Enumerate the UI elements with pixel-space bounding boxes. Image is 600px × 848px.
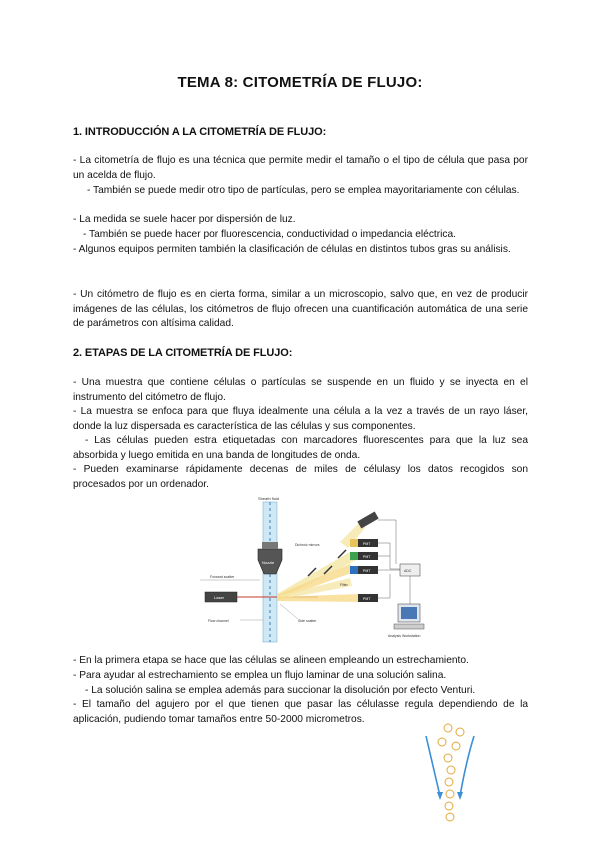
- section-1-paragraph-3: - La medida se suele hacer por dispersión de luz.: [73, 214, 296, 225]
- flow-cytometer-diagram: [200, 494, 445, 644]
- computer-label: Analysis Workstation: [388, 634, 421, 638]
- filter-blue: [350, 566, 358, 574]
- section-2-paragraph-6: - Para ayudar al estrechamiento se emplea un flujo laminar de una solución salina.: [73, 670, 447, 681]
- flow-channel-label: Flow channel: [208, 619, 229, 623]
- section-1-heading: 1. INTRODUCCIÓN A LA CITOMETRÍA DE FLUJO:: [73, 126, 327, 138]
- left-flow-arrow: [426, 736, 440, 796]
- cell-6: [447, 766, 455, 774]
- right-flow-arrow: [460, 736, 474, 796]
- cell-alignment-illustration: [418, 722, 478, 822]
- side-scatter-pointer: [280, 604, 298, 619]
- cell-7: [445, 778, 453, 786]
- right-flow-arrowhead: [457, 792, 463, 800]
- nozzle-cap: [262, 542, 278, 549]
- section-1-paragraph-6: - Un citómetro de flujo es en cierta forma, similar a un microscopio, salvo que, en vez de producir imágenes de las células, los citómetros de flujo ofrecen una cuantificación automática de una serie de parámetros con altísima calidad.: [73, 289, 528, 330]
- section-2-paragraph-1: - Una muestra que contiene células o partículas se suspende en un fluido y se inyecta en el instrumento del citómetro de flujo.: [73, 377, 528, 403]
- section-1-paragraph-5: - Algunos equipos permiten también la clasificación de células en distintos tubos gras su análisis.: [73, 244, 511, 255]
- cell-9: [445, 802, 453, 810]
- nozzle-label: Nozzle: [262, 560, 275, 565]
- section-2-paragraph-8: - El tamaño del agujero por el que tienen que pasar las célulasse regula dependiendo de la aplicación, pudiendo tomar tamaños entre 50-2000 micrometros.: [73, 699, 528, 725]
- dichroic-label: Dichroic mirrors: [295, 543, 320, 547]
- wire-4: [378, 574, 390, 598]
- section-2-paragraph-3: - Las células pueden estra etiquetadas con marcadores fluorescentes para que la luz sea absorbida y luego emitida en una banda de longitudes de onda.: [73, 435, 528, 461]
- cell-3: [438, 738, 446, 746]
- laser-label: Laser: [214, 595, 225, 600]
- filter-yellow: [350, 539, 358, 547]
- detector-5-label: PMT: [363, 597, 371, 601]
- filter-green: [350, 552, 358, 560]
- section-2-paragraph-4: - Pueden examinarse rápidamente decenas de miles de célulasy los datos recogidos son procesados por un ordenador.: [73, 464, 528, 490]
- left-flow-arrowhead: [437, 792, 443, 800]
- wire-5: [378, 520, 396, 564]
- cell-2: [456, 728, 464, 736]
- adc-label: ADC: [404, 569, 412, 573]
- detector-3-label: PMT: [363, 555, 371, 559]
- detector-4-label: PMT: [363, 569, 371, 573]
- cell-10: [446, 813, 454, 821]
- detector-2-label: PMT: [363, 542, 371, 546]
- page-title: TEMA 8: CITOMETRÍA DE FLUJO:: [177, 74, 423, 91]
- cell-8: [446, 790, 454, 798]
- side-scatter-label: Side scatter: [298, 619, 317, 623]
- section-2-paragraph-7: - La solución salina se emplea además para succionar la disolución por efecto Venturi.: [85, 685, 476, 696]
- section-2-heading: 2. ETAPAS DE LA CITOMETRÍA DE FLUJO:: [73, 347, 293, 359]
- cell-1: [444, 724, 452, 732]
- detector-1: [357, 512, 378, 529]
- computer-keyboard: [394, 624, 424, 629]
- section-1-paragraph-1: - La citometría de flujo es una técnica que permite medir el tamaño o el tipo de célula que pasa por un acelda de flujo.: [73, 155, 528, 181]
- section-2-paragraph-2: - La muestra se enfoca para que fluya idealmente una célula a la vez a través de un rayo láser, donde la luz dispersada es característica de las células y sus componentes.: [73, 406, 528, 432]
- computer-screen: [401, 607, 417, 619]
- section-1-paragraph-2: - También se puede medir otro tipo de partículas, pero se emplea mayoritariamente con células.: [87, 185, 520, 196]
- forward-scatter-label: Forward scatter: [210, 575, 235, 579]
- sheath-fluid-label: Sheath fluid: [258, 496, 280, 501]
- section-1-paragraph-4: - También se puede hacer por fluorescencia, conductividad o impedancia eléctrica.: [83, 229, 457, 240]
- cell-5: [444, 754, 452, 762]
- section-2-paragraph-5: - En la primera etapa se hace que las células se alineen empleando un estrechamiento.: [73, 655, 469, 666]
- filter-label: Filter: [340, 583, 348, 587]
- cell-4: [452, 742, 460, 750]
